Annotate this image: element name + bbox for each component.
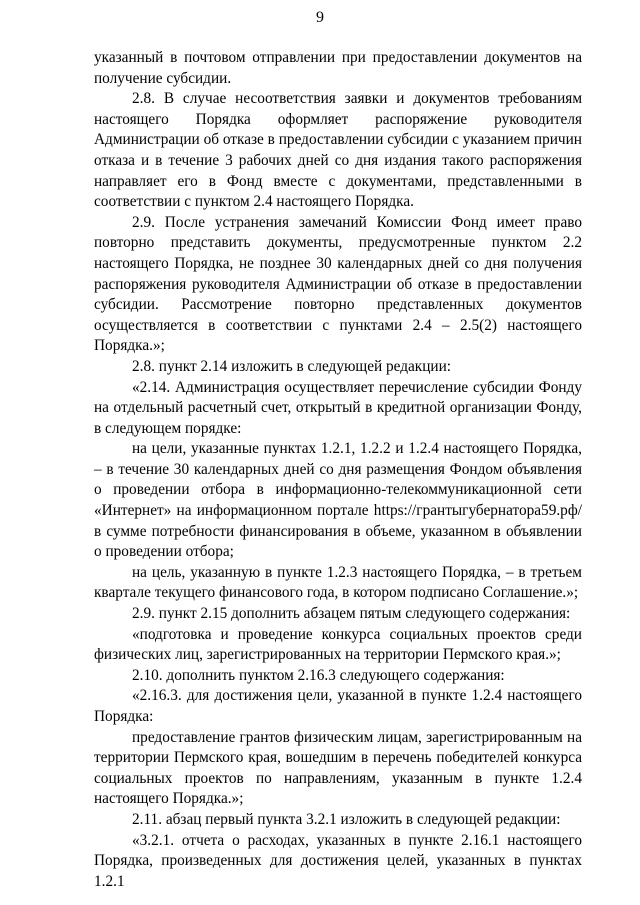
paragraph: 2.8. В случае несоответствия заявки и документов требованиям настоящего Порядка оформляет распоряжение руководителя Администрации об отказе в предоставлении субсидии с указанием причин отказа и в течение 3 рабочих дней со дня издания такого распоряжения направляет его в Фонд вместе с документами, представленными в соответствии с пунктом 2.4 настоящего Порядка.	[94, 90, 582, 211]
paragraph: «2.14. Администрация осуществляет перечисление субсидии Фонду на отдельный расчетный счет, открытый в кредитной организации Фонду, в следующем порядке:	[94, 378, 582, 437]
paragraph: «3.2.1. отчета о расходах, указанных в пункте 2.16.1 настоящего Порядка, произведенных для достижения целей, указанных в пунктах 1.2.1	[94, 831, 582, 890]
document-body	[94, 48, 582, 892]
page-number: 9	[316, 9, 324, 26]
paragraph: на цель, указанную в пункте 1.2.3 настоящего Порядка, – в третьем квартале текущего финансового года, в котором подписано Соглашение.»;	[94, 563, 582, 602]
paragraph: на цели, указанные пунктах 1.2.1, 1.2.2 и 1.2.4 настоящего Порядка, – в течение 30 календарных дней со дня размещения Фондом объявления о проведении отбора в информационно-телекоммуникационной сети «Интернет» на информационном портале https://грантыгубернатора59.рф/ в сумме потребности финансирования в объеме, указанном в объявлении о проведении отбора;	[94, 440, 582, 561]
paragraph: 2.9. После устранения замечаний Комиссии Фонд имеет право повторно представить документы, предусмотренные пунктом 2.2 настоящего Порядка, не позднее 30 календарных дней со дня получения распоряжения руководителя Администрации об отказе в предоставлении субсидии. Рассмотрение повторно представленных документов осуществляется в соответствии с пунктами 2.4 – 2.5(2) настоящего Порядка.»;	[94, 213, 582, 355]
paragraph: 2.8. пункт 2.14 изложить в следующей редакции:	[132, 357, 452, 375]
paragraph: 2.9. пункт 2.15 дополнить абзацем пятым следующего содержания:	[132, 605, 571, 623]
paragraph: предоставление грантов физическим лицам, зарегистрированным на территории Пермского края, вошедшим в перечень победителей конкурса социальных проектов по направлениям, указанным в пункте 1.2.4 настоящего Порядка.»;	[94, 728, 582, 808]
paragraph: 2.10. дополнить пунктом 2.16.3 следующего содержания:	[132, 666, 505, 684]
paragraph: указанный в почтовом отправлении при предоставлении документов на получение субсидии.	[94, 49, 582, 87]
paragraph: «подготовка и проведение конкурса социальных проектов среди физических лиц, зарегистрированных на территории Пермского края.»;	[94, 625, 582, 664]
paragraph: 2.11. абзац первый пункта 3.2.1 изложить в следующей редакции:	[132, 810, 561, 828]
paragraph: «2.16.3. для достижения цели, указанной в пункте 1.2.4 настоящего Порядка:	[94, 687, 582, 725]
